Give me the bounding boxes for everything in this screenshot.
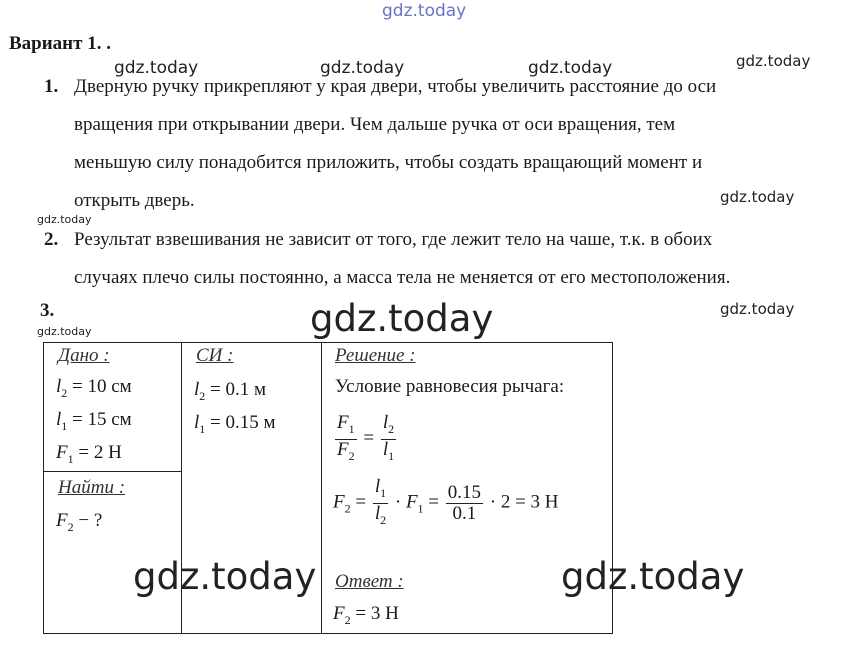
formula-ratio: $\frac{F_1}{F_2}$ = $\frac{l_2}{l_1}$ (337, 412, 395, 463)
si-l1: $l_1 = 0.15$ м (194, 412, 276, 436)
text-line: Дверную ручку прикрепляют у края двери, чтобы увеличить расстояние до оси (74, 76, 717, 97)
row-divider (44, 471, 181, 472)
item-text (74, 221, 844, 297)
si-l2: $l_2 = 0.1$ м (194, 379, 267, 403)
find-header: Найти : (58, 477, 126, 498)
watermark: gdz.today (37, 213, 92, 226)
watermark: gdz.today (528, 58, 613, 78)
watermark: gdz.today (720, 188, 795, 206)
given-l1: $l_1 = 15$ см (56, 409, 132, 433)
given-f1: $F_1 = 2$ Н (56, 442, 122, 466)
watermark-top: gdz.today (382, 1, 467, 21)
text-line: Результат взвешивания не зависит от того, где лежит тело на чаше, т.к. в обоих (74, 229, 713, 250)
variant-title: Вариант 1. . (9, 33, 111, 54)
given-header: Дано : (58, 345, 110, 366)
watermark: gdz.today (114, 58, 199, 78)
item-text (74, 68, 844, 220)
watermark-large: gdz.today (310, 297, 494, 340)
watermark: gdz.today (720, 300, 795, 318)
watermark-large: gdz.today (561, 555, 745, 598)
watermark: gdz.today (37, 325, 92, 338)
column-divider (321, 343, 322, 633)
solution-table (43, 342, 613, 634)
answer-value: $F_2 = 3$ Н (333, 603, 399, 627)
watermark: gdz.today (736, 52, 811, 70)
text-line: вращения при открывании двери. Чем дальше ручка от оси вращения, тем (74, 114, 676, 135)
equilibrium-condition: Условие равновесия рычага: (335, 376, 565, 397)
given-l2: $l_2 = 10$ см (56, 376, 132, 400)
watermark: gdz.today (320, 58, 405, 78)
formula-result: $F_2$ = $\frac{l_1}{l_2}$ · $F_1$ = $\frac{0.15}{0.1}$ · 2 = 3 Н (333, 476, 559, 527)
text-line: случаях плечо силы постоянно, а масса тела не меняется от его местоположения. (74, 267, 731, 288)
item-3-number: 3. (40, 300, 55, 321)
solution-header: Решение : (335, 345, 416, 366)
find-f2: $F_2$ − ? (56, 510, 103, 534)
text-line: меньшую силу понадобится приложить, чтобы создать вращающий момент и (74, 152, 703, 173)
item-number: 2. (44, 229, 59, 250)
si-header: СИ : (196, 345, 234, 366)
answer-header: Ответ : (335, 571, 404, 592)
column-divider (181, 343, 182, 633)
item-number: 1. (44, 76, 59, 97)
text-line: открыть дверь. (74, 190, 195, 211)
watermark-large: gdz.today (133, 555, 317, 598)
